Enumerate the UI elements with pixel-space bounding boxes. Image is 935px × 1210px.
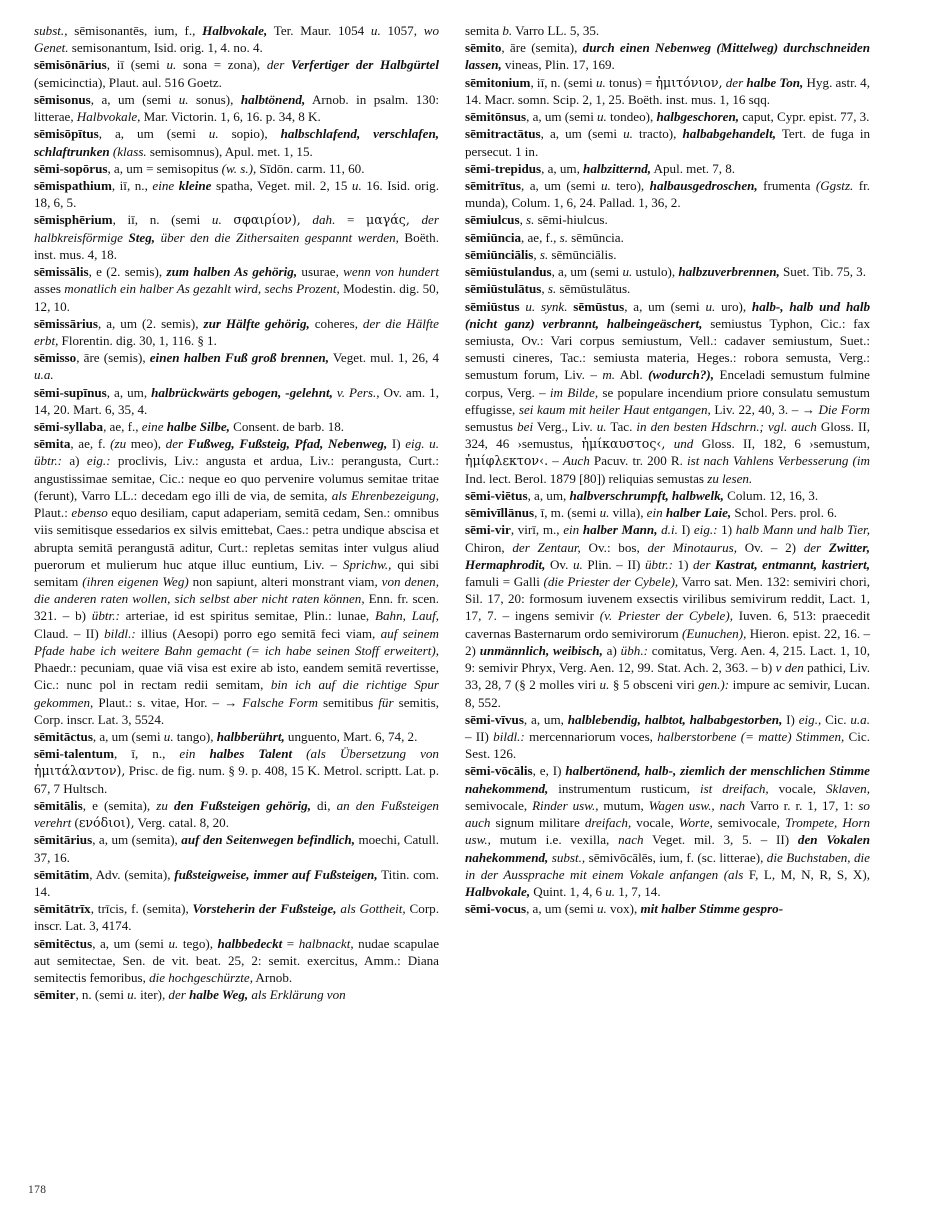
- dictionary-entry: sēmitractātus, a, um (semi u. tracto), halbabgehandelt, Tert. de fuga in persecut. 1 in.: [465, 126, 871, 159]
- dictionary-entry: sēmiūncia, ae, f., s. sēmūncia.: [465, 229, 624, 245]
- dictionary-entry: sēmitārius, a, um (semita), auf den Seitenwegen befindlich, moechi, Catull. 37, 16.: [34, 832, 439, 865]
- dictionary-entry: sēmitonium, iī, n. (semi u. tonus) = ἡμιτόνιον, der halbe Ton, Hyg. astr. 4, 14. Macr. somn. Scip. 2, 1, 25. Boëth. inst. mus. 1, 16 sqq.: [465, 74, 871, 107]
- dictionary-entry: sēmivīllānus, ī, m. (semi u. villa), ein halber Laie, Schol. Pers. prol. 6.: [465, 505, 838, 521]
- dictionary-entry: sēmitālis, e (semita), zu den Fußsteigen gehörig, di, an den Fußsteigen verehrt (ενόδιοι), Verg. catal. 8, 20.: [34, 797, 439, 831]
- dictionary-entry: sēmissārius, a, um (2. semis), zur Hälfte gehörig, coheres, der die Hälfte erbt, Florentin. dig. 30, 1, 116. § 1.: [34, 315, 439, 348]
- folio-page-number: 178: [28, 1184, 47, 1196]
- dictionary-entry: sēmi-vir, virī, m., ein halber Mann, d.i. I) eig.: 1) halb Mann und halb Tier, Chiron, der Zentaur, Ov.: bos, der Minotaurus, Ov. – 2) der Zwitter, Hermaphrodit, Ov. u. Plin. – II) übtr.: 1) der Kastrat, entmannt, kastriert, famuli = Galli (die Priester der Cybele), Varro sat. Men. 132: semiviri chori, Sil. 17, 20: formosum iuvenem exsectis virilibus semivirum reddit, Lact. 1, 17, 7. – ingens semivir (v. Priester der Cybele), Iuven. 6, 513: praecedit cavernas Basternarum ordo semivirorum (Eunuchen), Hieron. epist. 22, 16. – 2) unmännlich, weibisch, a) übh.: comitatus, Verg. Aen. 4, 215. Lact. 1, 10, 9: semivir Phryx, Verg. Aen. 12, 99. Stat. Ach. 2, 363. – b) v den pathici, Liv. 33, 28, 7 (§ 2 molles viri u. § 5 obsceni viri gen.): impure ac semivir, Lucan. 8, 552.: [465, 522, 871, 710]
- dictionary-entry: sēmi-syllaba, ae, f., eine halbe Silbe, Consent. de barb. 18.: [34, 419, 345, 435]
- dictionary-entry: sēmi-sopōrus, a, um = semisopitus (w. s.), Sīdōn. carm. 11, 60.: [34, 160, 365, 176]
- dictionary-entry: sēmisōpītus, a, um (semi u. sopio), halbschlafend, verschlafen, schlaftrunken (klass. semisomnus), Apul. met. 1, 15.: [34, 126, 440, 159]
- dictionary-entry: sēmiūstus u. synk. sēmūstus, a, um (semi u. uro), halb-, halb und halb (nicht ganz) verbrannt, halbeingeäschert, semiustus Typhon, Cic.: fax semiusta, Ov.: Vari corpus semiustum, Vell.: cadaver semiustum, Suet.: semusti cineres, Tac.: semiusta materia, Heges.: robora semusta, Verg.: semustum forum, Liv. – m. Abl. (wodurch?), Enceladi semustum fulmine corpus, Verg. – im Bilde, se populare incendium priore consulatu semustum effugisse, sei kaum mit heiler Haut entgangen, Liv. 22, 40, 3. – → Die Form semustus bei Verg., Liv. u. Tac. in den besten Hdschrn.; vgl. auch Gloss. II, 324, 46 ›semustus, ἡμίκαυστος‹, und Gloss. II, 182, 6 ›semustum, ἡμίφλεκτον‹. – Auch Pacuv. tr. 200 R. ist nach Vahlens Verbesserung (im Ind. lect. Berol. 1879 [80]) reliquias semustas zu lesen.: [465, 298, 871, 486]
- dictionary-entry: sēmiter, n. (semi u. iter), der halbe Weg, als Erklärung von: [34, 987, 346, 1003]
- dictionary-entry: sēmiūnciālis, s. sēmūnciālis.: [465, 246, 617, 262]
- dictionary-entry: sēmi-vōcālis, e, I) halbertönend, halb-, ziemlich der menschlichen Stimme nahekommend, instrumentum rusticum, ist dreifach, vocale, Sklaven, semivocale, Rinder usw., mutum, Wagen usw., nach Varro r. r. 1, 17, 1: so auch signum militare dreifach, vocale, Worte, semivocale, Trompete, Horn usw., mutum i.e. vexilla, nach Veget. mil. 3, 5. – II) den Vokalen nahekommend, subst., sēmivōcālēs, ium, f. (sc. litterae), die Buchstaben, die in der Aussprache mit einem Vokale anfangen (als F, L, M, N, R, S, X), Halbvokale, Quint. 1, 4, 6 u. 1, 7, 14.: [465, 763, 871, 899]
- dictionary-entry: sēmisso, āre (semis), einen halben Fuß groß brennen, Veget. mul. 1, 26, 4 u.a.: [34, 350, 440, 383]
- dictionary-entry: sēmitrītus, a, um (semi u. tero), halbausgedroschen, frumenta (Ggstz. fr. munda), Colum. 1, 6, 24. Pallad. 1, 36, 2.: [465, 177, 871, 211]
- dictionary-entry: sēmitātrīx, trīcis, f. (semita), Vorsteherin der Fußsteige, als Gottheit, Corp. inscr. Lat. 3, 4174.: [34, 901, 439, 934]
- dictionary-entry: sēmiūstulandus, a, um (semi u. ustulo), halbzuverbrennen, Suet. Tib. 75, 3.: [465, 264, 867, 280]
- dictionary-entry: sēmi-trepidus, a, um, halbzitternd, Apul. met. 7, 8.: [465, 160, 736, 176]
- dictionary-entry: sēmi-supīnus, a, um, halbrückwärts gebogen, -gelehnt, v. Pers., Ov. am. 1, 14, 20. Mart. 6, 35, 4.: [34, 384, 439, 417]
- dictionary-entry: sēmi-viētus, a, um, halbverschrumpft, halbwelk, Colum. 12, 16, 3.: [465, 487, 819, 503]
- dictionary-entry: sēmitāctus, a, um (semi u. tango), halbberührt, unguento, Mart. 6, 74, 2.: [34, 728, 418, 744]
- dictionary-entry: sēmi-vīvus, a, um, halblebendig, halbtot, halbabgestorben, I) eig., Cic. u.a. – II) bildl.: mercennariorum voces, halberstorbene (= matte) Stimmen, Cic. Sest. 126.: [465, 711, 870, 762]
- dictionary-entry: sēmita, ae, f. (zu meo), der Fußweg, Fußsteig, Pfad, Nebenweg, I) eig. u. übtr.: a) eig.: proclivis, Liv.: angusta et ardua, Liv.: perangusta, Curt.: angustissimae semitae, Cic.: neque eo quo pervenire volumus semitae tritae (ferunt), Varro LL.: decedam ego illi de via, de semita, als Ehrenbezeigung, Plaut.: ebenso equo desiliam, caput adaperiam, semitā cedam, Sen.: omnibus viis semitisque essedarios ex silvis emittebat, Caes.: petra undique abscisa et abrupta semitā perangustā aditur, Curt.: repletas semitas inter vulgus aliud puerorum et mulierum huc atque illuc euntium, Liv. – Sprichw., qui sibi semitam (ihren eigenen Weg) non sapiunt, alteri monstrant viam, von denen, die anderen raten wollen, sich selbst aber nicht raten können, Enn. fr. scen. 321. – b) übtr.: arteriae, id est spiritus semitae, Plin.: lunae, Bahn, Lauf, Claud. – II) bildl.: illius (Aesopi) porro ego semitā feci viam, auf seinem Pfade habe ich weitere Bahn gemacht (= ich habe seinen Stoff erweitert), Phaedr.: pecuniam, quae viā visa est exire ab isto, eandem semitā revertisse, Cic.: nunc pol in rectam redii semitam, bin ich auf die richtige Spur gekommen, Plaut.: s. vitae, Hor. – → Falsche Form semitibus für semitis, Corp. inscr. Lat. 3, 5524.: [34, 436, 440, 727]
- page-columns: [34, 22, 899, 1003]
- dictionary-entry: sēmiulcus, s. sēmi-hiulcus.: [465, 212, 608, 228]
- entry-continuation: subst., sēmisonantēs, ium, f., Halbvokale, Ter. Maur. 1054 u. 1057, wo Genet. semisonantum, Isid. orig. 1, 4. no. 4.: [34, 23, 439, 56]
- dictionary-entry: sēmisonus, a, um (semi u. sonus), halbtönend, Arnob. in psalm. 130: litterae, Halbvokale, Mar. Victorin. 1, 6, 16. p. 34, 8 K.: [34, 91, 440, 125]
- dictionary-entry: sēmitōnsus, a, um (semi u. tondeo), halbgeschoren, caput, Cypr. epist. 77, 3.: [465, 109, 870, 125]
- dictionary-entry: sēmi-talentum, ī, n., ein halbes Talent (als Übersetzung von ἡμιτάλαντον), Prisc. de fig. num. § 9. p. 408, 15 K. Metrol. scriptt. Lat. p. 67, 7 Hultsch.: [34, 746, 439, 796]
- entry-continuation: semita b. Varro LL. 5, 35.: [465, 23, 600, 38]
- dictionary-entry: sēmitēctus, a, um (semi u. tego), halbbedeckt = halbnackt, nudae scapulae aut semitectae, Sen. de vit. beat. 25, 2: semit. exercitus, Amm.: Diana semitectis femoribus, die hochgeschürzte, Arnob.: [34, 935, 440, 986]
- dictionary-entry: sēmissālis, e (2. semis), zum halben As gehörig, usurae, wenn von hundert asses monatlich ein halber As gezahlt wird, sechs Prozent, Modestin. dig. 50, 12, 10.: [34, 264, 440, 314]
- left-column: [34, 22, 439, 1003]
- dictionary-entry: sēmitātim, Adv. (semita), fußsteigweise, immer auf Fußsteigen, Titin. com. 14.: [34, 866, 439, 899]
- dictionary-entry: sēmito, āre (semita), durch einen Nebenweg (Mittelweg) durchschneiden lassen, vineas, Plin. 17, 169.: [465, 40, 870, 73]
- right-column: [465, 22, 870, 917]
- dictionary-entry: sēmi-vocus, a, um (semi u. vox), mit halber Stimme gespro-: [465, 901, 784, 917]
- dictionary-entry: sēmisōnārius, iī (semi u. sona = zona), der Verfertiger der Halbgürtel (semicinctia), Plaut. aul. 516 Goetz.: [34, 57, 439, 90]
- dictionary-entry: sēmispathium, iī, n., eine kleine spatha, Veget. mil. 2, 15 u. 16. Isid. orig. 18, 6, 5.: [34, 177, 440, 211]
- dictionary-entry: sēmiūstulātus, s. sēmūstulātus.: [465, 281, 631, 297]
- dictionary-entry: sēmisphērium, iī, n. (semi u. σφαιρίον), dah. = μαγάς, der halbkreisförmige Steg, über den die Zithersaiten gespannt werden, Boëth. inst. mus. 4, 18.: [34, 212, 439, 262]
